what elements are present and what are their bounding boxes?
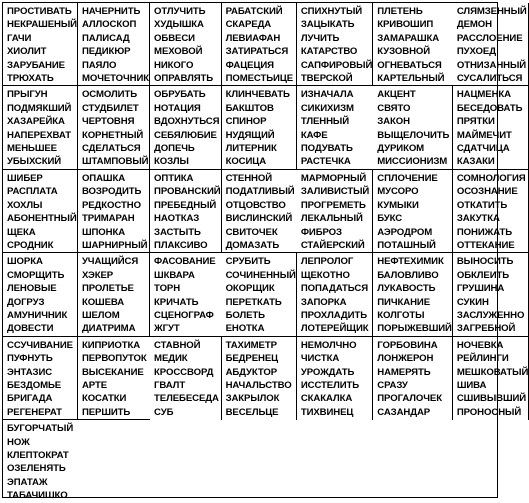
- word: АЭРОДРОМ: [377, 226, 433, 238]
- word: СТАВНОЙ: [154, 339, 201, 351]
- word-cell: [453, 3, 529, 86]
- word: НИКОГО: [154, 59, 194, 71]
- word: ПЛАКСИВО: [154, 239, 208, 251]
- word: ПРОЛЕТЬЕ: [81, 283, 134, 295]
- word: ОТКАТИТЬ: [456, 199, 508, 211]
- word-cell: [150, 253, 222, 336]
- word: ЗАРУБАНИЕ: [7, 59, 65, 71]
- word: ПОРЫЖЕВШИЙ: [377, 323, 452, 335]
- word: ОПАШКА: [81, 172, 126, 184]
- word: ЛИТЕРНИК: [225, 143, 277, 155]
- word-cell: [3, 170, 78, 253]
- word: ПОНИЖАТЬ: [456, 226, 513, 238]
- word: СПИХНУТЫЙ: [300, 6, 363, 17]
- word-cell: [453, 337, 529, 420]
- word: ПРЕБЕДНЫЙ: [154, 199, 217, 211]
- word: СТАЙЕРСКИЙ: [300, 239, 365, 251]
- word: КОЗЛЫ: [154, 156, 189, 168]
- word: ЛЕНОВЫЕ: [7, 283, 57, 295]
- word: ТРЮХАТЬ: [7, 73, 54, 85]
- word: СПЛОЧЕНИЕ: [377, 172, 438, 184]
- word: ЗАЛИВИСТЫЙ: [300, 186, 370, 198]
- word: ПЕДИКЮР: [81, 46, 131, 58]
- word: КУЗОВНОЙ: [377, 46, 431, 58]
- word: ШЕЛОМ: [81, 309, 120, 321]
- word: СРАЗУ: [377, 379, 408, 391]
- word: ЛОНЖЕРОН: [377, 353, 434, 365]
- word-cell: [3, 337, 78, 420]
- word: КРИВОШИП: [377, 19, 434, 31]
- word: БЕЗДОМЬЕ: [7, 379, 62, 391]
- word: СРУБИТЬ: [225, 256, 271, 268]
- word: ОЗЕЛЕНЯТЬ: [7, 463, 66, 475]
- word: БАКШТОВ: [225, 102, 274, 114]
- word: БУГОРЧАТЫЙ: [7, 423, 74, 435]
- word: АРТЕ: [81, 379, 107, 391]
- word: ЗАКРЫЛОК: [225, 393, 280, 405]
- word: ОБВЕСИ: [154, 32, 195, 44]
- word: МЕШКОВАТЫЙ: [456, 366, 529, 378]
- word: ЗАГРЕБНОЙ: [456, 323, 516, 335]
- word: СПИНОР: [225, 116, 267, 128]
- word: ЗАКОН: [377, 116, 410, 128]
- word: АБДУКТОР: [225, 366, 278, 378]
- word: ДОВЕСТИ: [7, 323, 54, 335]
- word: ВЫЩЕЛОЧИТЬ: [377, 129, 450, 141]
- word: МАЙМЕЧИТ: [456, 129, 512, 141]
- word: ТАХИМЕТР: [225, 339, 277, 351]
- word: ШПОНКА: [81, 226, 126, 238]
- word: АБОНЕНТНЫЙ: [7, 213, 77, 225]
- word: ОБРУБАТЬ: [154, 89, 206, 101]
- word-cell: [222, 170, 297, 253]
- word: ХАЗАРЕЙКА: [7, 116, 65, 128]
- word-cell: [453, 170, 529, 253]
- word: СМОРЩИТЬ: [7, 269, 65, 281]
- word: ЭПАТАЖ: [7, 476, 48, 488]
- word: ВДОХНУТЬСЯ: [154, 116, 220, 128]
- word: ОТТЕКАНИЕ: [456, 239, 515, 251]
- word: ЗАПОРКА: [300, 296, 347, 308]
- word: ЕНОТКА: [225, 323, 265, 335]
- word: ДУРИКОМ: [377, 143, 425, 155]
- word: ЩЕКА: [7, 226, 36, 238]
- word: КРОССВОРД: [154, 366, 214, 378]
- word: ПРОВАНСКИЙ: [154, 186, 221, 198]
- word: ОТЦОВСТВО: [225, 199, 286, 211]
- word: ЗАТИРАТЬСЯ: [225, 46, 289, 58]
- word: ТЕЛЕБЕСЕДА: [154, 393, 219, 405]
- word: НАЧАЛЬСТВО: [225, 379, 292, 391]
- word: НАПЕРЕХВАТ: [7, 129, 71, 141]
- word: ПОДУВАТЬ: [300, 143, 353, 155]
- word: КЛИНЧЕВАТЬ: [225, 89, 290, 101]
- word: БУКС: [377, 213, 403, 225]
- word-cell: [222, 337, 297, 420]
- word: ШИВА: [456, 379, 487, 391]
- word-cell: [3, 253, 78, 336]
- word: ПУФНУТЬ: [7, 353, 53, 365]
- word: ВОЗРОДИТЬ: [81, 186, 142, 198]
- word-cell: [373, 337, 453, 420]
- word: ВИСЛИНСКИЙ: [225, 213, 293, 225]
- word-cell: [78, 3, 150, 86]
- word-table: [2, 2, 529, 502]
- word: РАСПЛАТА: [7, 186, 58, 198]
- word: ПИЧКАНИЕ: [377, 296, 430, 308]
- word: ШТАМПОВЫЙ: [81, 156, 149, 168]
- word: УЧАЩИЙСЯ: [81, 256, 139, 268]
- word: ДОПЕЧЬ: [154, 143, 195, 155]
- word: КАФЕ: [300, 129, 328, 141]
- word: ПРОНОСНЫЙ: [456, 406, 522, 418]
- word-cell: [373, 86, 453, 169]
- word: ОПРАВЛЯТЬ: [154, 73, 214, 85]
- word: МЕНЬШЕЕ: [7, 143, 57, 155]
- word-cell: [78, 337, 150, 420]
- word: СТУДБИЛЕТ: [81, 102, 139, 114]
- word: ШОРКА: [7, 256, 43, 268]
- word-cell: [150, 86, 222, 169]
- word: НАОТКАЗ: [154, 213, 200, 225]
- word: КУМЫКИ: [377, 199, 419, 211]
- word: НЕМОЛЧНО: [300, 339, 357, 351]
- word: ПОПАДАТЬСЯ: [300, 283, 368, 295]
- word: ШИБЕР: [7, 172, 43, 184]
- word-cell: [78, 170, 150, 253]
- word-cell: [373, 170, 453, 253]
- word: МАРМОРНЫЙ: [300, 172, 367, 184]
- word: УРОЖДАТЬ: [300, 366, 355, 378]
- word: ВЕСЕЛЬЦЕ: [225, 406, 279, 418]
- word: ПОТАШНЫЙ: [377, 239, 436, 251]
- word: БАЛОВЛИВО: [377, 269, 439, 281]
- word: ТРИМАРАН: [81, 213, 135, 225]
- word: ЭНТАЗИС: [7, 366, 53, 378]
- word-cell: [373, 253, 453, 336]
- word: РЕДКОСТНО: [81, 199, 141, 211]
- word: ОСМОЛИТЬ: [81, 89, 137, 101]
- word: ХИОЛИТ: [7, 46, 47, 58]
- word: ДОГРУЗ: [7, 296, 45, 308]
- word: КОСИЦА: [225, 156, 267, 168]
- word: ИЗНАЧАЛА: [300, 89, 354, 101]
- word: КИПРИОТКА: [81, 339, 141, 351]
- word: ТИХВИНЕЦ: [300, 406, 354, 418]
- word: ПАЯЛО: [81, 59, 117, 71]
- word: ТВЕРСКОЙ: [300, 73, 353, 85]
- word: ОБКЛЕИТЬ: [456, 269, 510, 281]
- word: РАССЛОЕНИЕ: [456, 32, 523, 44]
- word: БЕДРЕНЕЦ: [225, 353, 279, 365]
- word: ПЕРЕТКАТЬ: [225, 296, 282, 308]
- word: ДЕМОН: [456, 19, 492, 31]
- word: СУБ: [154, 406, 174, 418]
- word: НАМЕРЯТЬ: [377, 366, 431, 378]
- word: СЦЕНОГРАФ: [154, 309, 214, 321]
- word: ДОМАЗАТЬ: [225, 239, 280, 251]
- word: РАБАТСКИЙ: [225, 6, 283, 17]
- word: ТОРН: [154, 283, 181, 295]
- word: ЖГУТ: [154, 323, 180, 335]
- word: ХУДЫШКА: [154, 19, 204, 31]
- word-cell: [78, 253, 150, 336]
- word: СУКИН: [456, 296, 489, 308]
- word: ЗАКУТКА: [456, 213, 500, 225]
- word: ГРУШИНА: [456, 283, 505, 295]
- word: ЗАСТЫТЬ: [154, 226, 201, 238]
- word: САПФИРОВЫЙ: [300, 59, 373, 71]
- word: КАТАРСТВО: [300, 46, 358, 58]
- word: РЕЙЛИНГИ: [456, 353, 509, 365]
- word: КОЛГОТЫ: [377, 309, 425, 321]
- word: ПРОГАЛОЧЕК: [377, 393, 442, 405]
- word: ФАСОВАНИЕ: [154, 256, 216, 268]
- word: СВЯТО: [377, 102, 411, 114]
- word: МЕХОВОЙ: [154, 46, 203, 58]
- word-cell: [150, 3, 222, 86]
- word: ГВАЛТ: [154, 379, 186, 391]
- word: СЛЯМЗЕННЫЙ: [456, 6, 527, 17]
- word-cell: [297, 3, 373, 86]
- word: ШКВАРА: [154, 269, 195, 281]
- word: ЛЕКАЛЬНЫЙ: [300, 213, 363, 225]
- word: ССУЧИВАНИЕ: [7, 339, 73, 351]
- word: АЛЛОСКОП: [81, 19, 137, 31]
- word: СКАРЕДА: [225, 19, 272, 31]
- word: ПЛЕТЕНЬ: [377, 6, 423, 17]
- word: ЛЕВИАФАН: [225, 32, 281, 44]
- word: ЗАСЛУЖЕННО: [456, 309, 525, 321]
- word: КАРТЕЛЬНЫЙ: [377, 73, 445, 85]
- word: ПРЯТКИ: [456, 116, 495, 128]
- word: ПОМЕСТЬИЦЕ: [225, 73, 294, 85]
- word: ФИБРОЗ: [300, 226, 342, 238]
- word: УБЫХСКИЙ: [7, 156, 62, 168]
- word: ЛОТЕРЕЙЩИК: [300, 323, 369, 335]
- word: СДАТЧИЦА: [456, 143, 510, 155]
- word: ПАЛИСАД: [81, 32, 130, 44]
- word: ЛУКАВОСТЬ: [377, 283, 436, 295]
- word-cell: [297, 253, 373, 336]
- word: НОТАЦИЯ: [154, 102, 201, 114]
- word: ГОРБОВИНА: [377, 339, 438, 351]
- word: МОЧЕТОЧНИК: [81, 73, 150, 85]
- word: СЕБЯЛЮБИЕ: [154, 129, 217, 141]
- word: АМУНИЧНИК: [7, 309, 68, 321]
- word: ВЫНОСИТЬ: [456, 256, 514, 268]
- word: НУДЯЩИЙ: [225, 129, 275, 141]
- word: КРИЧАТЬ: [154, 296, 199, 308]
- word: ЛЕПРОЛОГ: [300, 256, 354, 268]
- word: ОТЛУЧИТЬ: [154, 6, 206, 17]
- word: РАСТЕЧКА: [300, 156, 351, 168]
- word: ЗАЦЫКАТЬ: [300, 19, 355, 31]
- word-cell: [222, 253, 297, 336]
- word: НАЦМЕНКА: [456, 89, 512, 101]
- word-cell: [297, 337, 373, 420]
- word: ПРОСТИВАТЬ: [7, 6, 72, 17]
- word: МИССИОНИЗМ: [377, 156, 448, 168]
- word: ХЭКЕР: [81, 269, 114, 281]
- word: ЛУЧИТЬ: [300, 32, 340, 44]
- word-cell: [453, 86, 529, 169]
- word-cell: [373, 3, 453, 86]
- word: БОЛЕТЬ: [225, 309, 265, 321]
- word: СШИВЫВШИЙ: [456, 393, 527, 405]
- word-cell: [3, 86, 78, 169]
- word: ДИАТРИМА: [81, 323, 136, 335]
- word: ПРЫГУН: [7, 89, 48, 101]
- word: ГАЧИ: [7, 32, 32, 44]
- word-cell: [3, 420, 78, 502]
- word: КОСАТКИ: [81, 393, 127, 405]
- word: ПОДМЯКШИЙ: [7, 102, 72, 114]
- word: РЕГЕНЕРАТ: [7, 406, 62, 418]
- word: КЛЕПТОКРАТ: [7, 450, 69, 461]
- word: НАЧЕРНИТЬ: [81, 6, 141, 17]
- word-cell: [297, 170, 373, 253]
- word: СОЧИНЕННЫЙ: [225, 269, 296, 281]
- word-cell: [453, 253, 529, 336]
- word: СКАКАЛКА: [300, 393, 353, 405]
- word: СОМНОЛОГИЯ: [456, 172, 526, 184]
- word-cell: [222, 3, 297, 86]
- word: ПОДАТЛИВЫЙ: [225, 186, 295, 198]
- word: НОЖ: [7, 436, 30, 448]
- word: ВЫСЕКАНИЕ: [81, 366, 144, 378]
- word: ОПТИКА: [154, 172, 194, 184]
- word: ЧЕРТОВНЯ: [81, 116, 135, 128]
- word: ОГНЕВАТЬСЯ: [377, 59, 442, 71]
- word: НЕКРАШЕНЫЙ: [7, 19, 77, 31]
- word: ФАЦЕЦИЯ: [225, 59, 274, 71]
- word: ТАБАЧИШКО: [7, 490, 68, 502]
- word: ХОХЛЫ: [7, 199, 43, 211]
- word: ОТНИЗАННЫЙ: [456, 59, 527, 71]
- word: АКЦЕНТ: [377, 89, 416, 101]
- word: ЩЕКОТНО: [300, 269, 350, 281]
- word: СТЕННОЙ: [225, 172, 273, 184]
- word: МУСОРО: [377, 186, 419, 198]
- word-cell: [150, 337, 222, 420]
- word: ЧИСТКА: [300, 353, 340, 365]
- word: КОШЕВА: [81, 296, 125, 308]
- word: ТЛЕННЫЙ: [300, 116, 350, 128]
- word: СУСАЛИТЬСЯ: [456, 73, 523, 85]
- word: НЕФТЕХИМИК: [377, 256, 444, 268]
- word: ЗАМАРАШКА: [377, 32, 440, 44]
- word-cell: [222, 86, 297, 169]
- word: ОСОЗНАНИЕ: [456, 186, 518, 198]
- word-cell: [297, 86, 373, 169]
- word: СРОДНИК: [7, 239, 54, 251]
- word: ПЕРВОПУТОК: [81, 353, 147, 365]
- word: ПЕРШИТЬ: [81, 406, 131, 418]
- word: ШАРНИРНЫЙ: [81, 239, 148, 251]
- word: ОКОРЩИК: [225, 283, 275, 295]
- word: ПРОХЛАДИТЬ: [300, 309, 367, 321]
- word: ПУХОЕД: [456, 46, 496, 58]
- word-cell: [3, 3, 78, 86]
- word: СИКИХИЗМ: [300, 102, 354, 114]
- word: НОЧЕВКА: [456, 339, 504, 351]
- word: БЕСЕДОВАТЬ: [456, 102, 523, 114]
- word: ИССТЕЛИТЬ: [300, 379, 360, 391]
- word: МЕДИК: [154, 353, 188, 365]
- word: СВИТОЧЕК: [225, 226, 278, 238]
- word: ПРОГРЕМЕТЬ: [300, 199, 366, 211]
- word: КАЗАКИ: [456, 156, 495, 168]
- word: СДЕЛАТЬСЯ: [81, 143, 141, 155]
- word: КОРНЕТНЫЙ: [81, 129, 144, 141]
- word: БРИГАДА: [7, 393, 53, 405]
- word-cell: [78, 86, 150, 169]
- word: САЗАНДАР: [377, 406, 431, 418]
- word-cell: [150, 170, 222, 253]
